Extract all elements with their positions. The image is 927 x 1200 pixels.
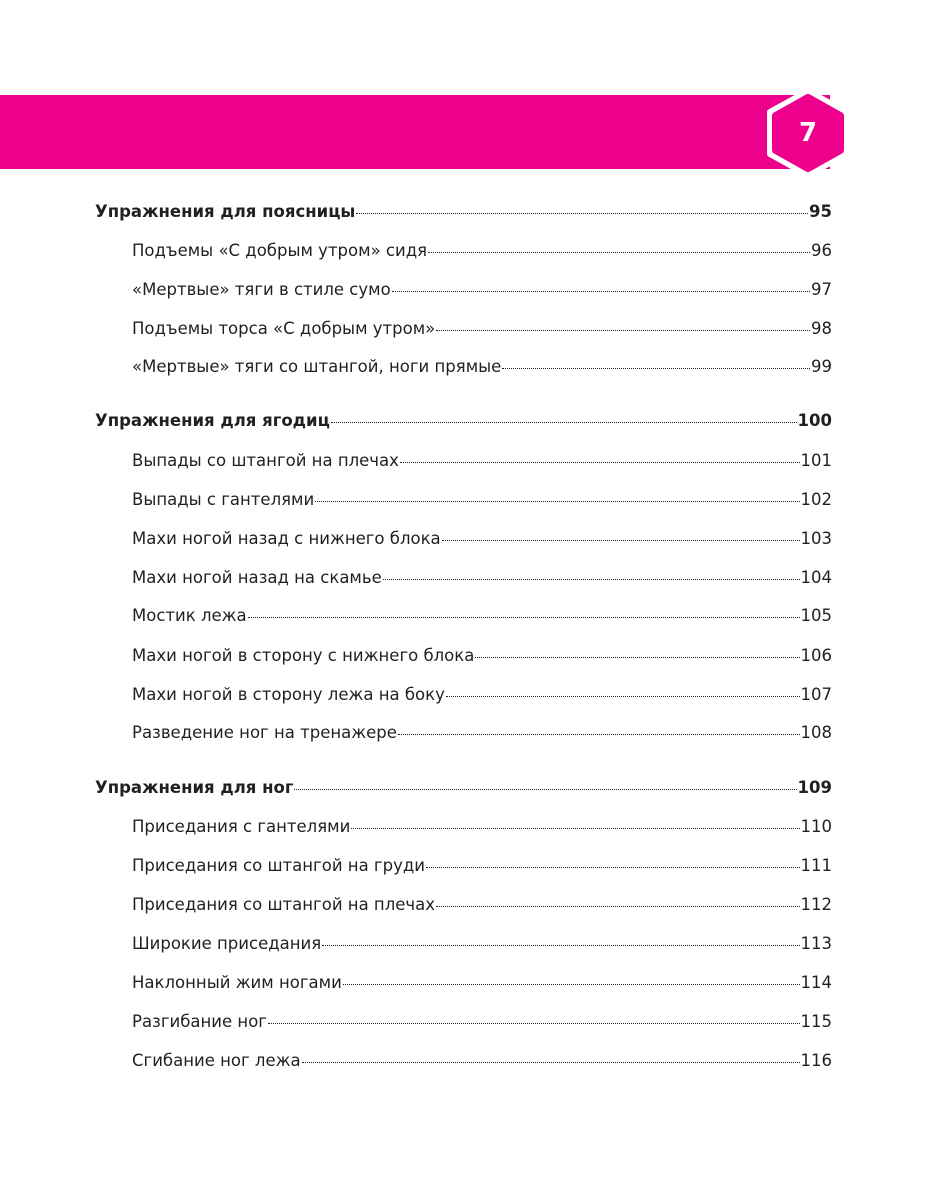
toc-page-number: 107 — [800, 685, 832, 704]
dot-leader — [428, 252, 810, 253]
dot-leader — [446, 696, 800, 697]
dot-leader — [426, 867, 800, 868]
toc-page-number: 96 — [811, 241, 832, 260]
toc-page-number: 101 — [800, 451, 832, 470]
toc-page-number: 112 — [800, 895, 832, 914]
toc-entry-title: Приседания с гантелями — [132, 817, 351, 836]
dot-leader — [248, 617, 800, 618]
dot-leader — [322, 945, 799, 946]
toc-item-entry — [132, 1010, 832, 1034]
toc-entry-title: Подъемы торса «С добрым утром» — [132, 319, 436, 338]
dot-leader — [400, 462, 800, 463]
chapter-header-band — [0, 95, 830, 169]
toc-page-number: 100 — [797, 411, 832, 430]
toc-entry-title: Упражнения для поясницы — [95, 202, 356, 221]
dot-leader — [475, 657, 799, 658]
toc-page-number: 111 — [800, 856, 832, 875]
toc-page-number: 106 — [800, 646, 832, 665]
chapter-number: 7 — [798, 118, 818, 148]
toc-entry-title: Сгибание ног лежа — [132, 1051, 301, 1070]
dot-leader — [442, 540, 800, 541]
toc-page-number: 103 — [800, 529, 832, 548]
dot-leader — [392, 291, 810, 292]
toc-entry-title: Подъемы «С добрым утром» сидя — [132, 241, 428, 260]
toc-page-number: 105 — [800, 606, 832, 625]
toc-entry-title: Махи ногой назад с нижнего блока — [132, 529, 441, 548]
dot-leader — [436, 330, 810, 331]
dot-leader — [351, 828, 799, 829]
toc-item-entry — [132, 644, 832, 668]
dot-leader — [268, 1023, 800, 1024]
toc-item-entry — [132, 604, 832, 628]
toc-item-entry — [132, 239, 832, 263]
toc-section-entry — [95, 200, 832, 224]
toc-page-number: 95 — [809, 202, 832, 221]
dot-leader — [502, 368, 810, 369]
toc-page-number: 115 — [800, 1012, 832, 1031]
dot-leader — [436, 906, 799, 907]
toc-entry-title: «Мертвые» тяги в стиле сумо — [132, 280, 391, 299]
toc-entry-title: Наклонный жим ногами — [132, 973, 342, 992]
toc-entry-title: Выпады с гантелями — [132, 490, 315, 509]
toc-entry-title: Махи ногой назад на скамье — [132, 568, 382, 587]
toc-item-entry — [132, 449, 832, 473]
toc-entry-title: Упражнения для ягодиц — [95, 411, 330, 430]
toc-page-number: 97 — [811, 280, 832, 299]
toc-item-entry — [132, 854, 832, 878]
toc-section-entry — [95, 776, 832, 800]
dot-leader — [302, 1062, 800, 1063]
toc-page-number: 98 — [811, 319, 832, 338]
toc-item-entry — [132, 566, 832, 590]
toc-item-entry — [132, 1049, 832, 1073]
dot-leader — [356, 213, 808, 214]
toc-entry-title: Разгибание ног — [132, 1012, 267, 1031]
toc-item-entry — [132, 932, 832, 956]
toc-page-number: 109 — [797, 778, 832, 797]
toc-page-number: 108 — [800, 723, 832, 742]
toc-item-entry — [132, 721, 832, 745]
dot-leader — [315, 501, 799, 502]
toc-page-number: 102 — [800, 490, 832, 509]
toc-entry-title: Мостик лежа — [132, 606, 247, 625]
toc-item-entry — [132, 815, 832, 839]
dot-leader — [294, 789, 796, 790]
toc-entry-title: Разведение ног на тренажере — [132, 723, 397, 742]
toc-page-number: 99 — [811, 357, 832, 376]
toc-page-number: 110 — [800, 817, 832, 836]
toc-item-entry — [132, 278, 832, 302]
toc-entry-title: Махи ногой в сторону лежа на боку — [132, 685, 445, 704]
toc-item-entry — [132, 355, 832, 379]
toc-item-entry — [132, 683, 832, 707]
dot-leader — [331, 422, 797, 423]
toc-item-entry — [132, 527, 832, 551]
chapter-number-badge — [764, 88, 852, 178]
toc-section-entry — [95, 409, 832, 433]
toc-item-entry — [132, 488, 832, 512]
toc-entry-title: Махи ногой в сторону с нижнего блока — [132, 646, 475, 665]
toc-page-number: 116 — [800, 1051, 832, 1070]
dot-leader — [383, 579, 800, 580]
dot-leader — [398, 734, 800, 735]
toc-entry-title: Приседания со штангой на плечах — [132, 895, 436, 914]
toc-entry-title: Упражнения для ног — [95, 778, 294, 797]
toc-item-entry — [132, 971, 832, 995]
toc-page-number: 113 — [800, 934, 832, 953]
toc-page-number: 104 — [800, 568, 832, 587]
dot-leader — [343, 984, 800, 985]
toc-entry-title: Приседания со штангой на груди — [132, 856, 425, 875]
toc-page-number: 114 — [800, 973, 832, 992]
toc-item-entry — [132, 317, 832, 341]
toc-entry-title: Выпады со штангой на плечах — [132, 451, 399, 470]
toc-entry-title: «Мертвые» тяги со штангой, ноги прямые — [132, 357, 502, 376]
toc-item-entry — [132, 893, 832, 917]
toc-entry-title: Широкие приседания — [132, 934, 322, 953]
